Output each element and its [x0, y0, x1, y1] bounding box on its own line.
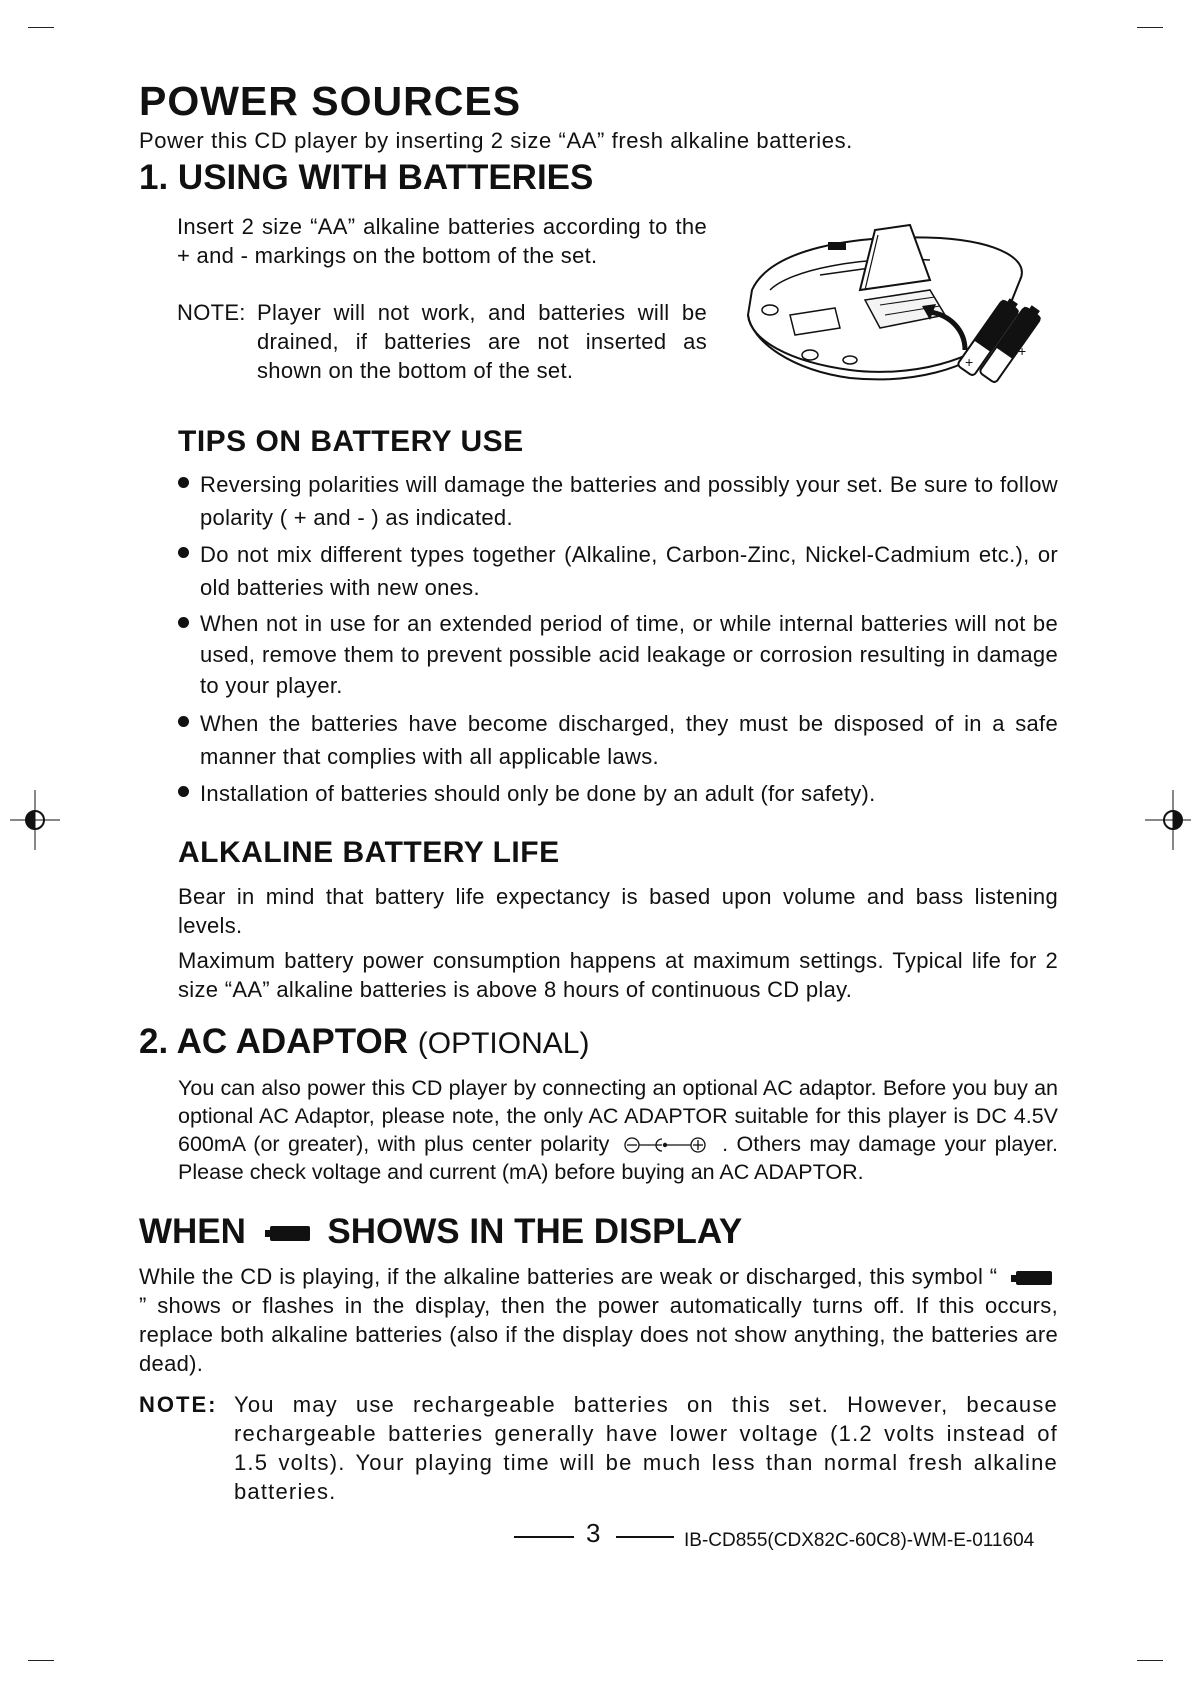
battery-plus-2: +: [1018, 343, 1027, 359]
ac-adaptor-optional: (OPTIONAL): [417, 1027, 590, 1060]
footer-rule-right: [616, 1536, 674, 1538]
ac-adaptor-text-a: You can also power this CD player by connecting an optional AC adaptor. Before you buy an optional AC Adaptor, please note, the only AC ADAPTOR suitable for this player is DC 4.5V 600mA (or greater), with plus center polarity: [178, 1076, 1058, 1156]
section-heading-batteries: 1. USING WITH BATTERIES: [139, 158, 594, 197]
ac-adaptor-heading-text: 2. AC ADAPTOR: [139, 1022, 409, 1061]
bullet-dot: [178, 477, 189, 488]
alkaline-heading: ALKALINE BATTERY LIFE: [178, 836, 560, 869]
section-heading-ac-adaptor: [139, 1022, 589, 1062]
tip-text: When not in use for an extended period of time, or while internal batteries will not be used, remove them to prevent possible acid leakage or corrosion resulting in damage to your player.: [200, 611, 1058, 698]
section-heading-display: [139, 1212, 742, 1252]
display-heading-a: WHEN: [139, 1212, 246, 1251]
tips-heading: TIPS ON BATTERY USE: [178, 425, 524, 458]
polarity-symbol-icon: [618, 1135, 714, 1155]
battery-plus-1: +: [965, 354, 974, 370]
registration-mark-right: [1145, 790, 1191, 850]
page-title: POWER SOURCES: [139, 78, 522, 124]
ac-adaptor-text-b: . Others may damage your player. Please check voltage and current (mA) before buying an AC ADAPTOR.: [178, 1132, 1058, 1184]
bullet-dot: [178, 617, 189, 628]
bullet-dot: [178, 547, 189, 558]
display-paragraph: [139, 1262, 1058, 1378]
battery-note-text: Player will not work, and batteries will be drained, if batteries are not inserted as shown on the bottom of the set.: [257, 300, 707, 383]
ac-adaptor-text: [178, 1074, 1058, 1186]
registration-mark-left: [10, 790, 60, 850]
tip-text: Installation of batteries should only be done by an adult (for safety).: [200, 781, 876, 806]
rechargeable-note-text: You may use rechargeable batteries on this set. However, because rechargeable batteries generally have lower voltage (1.2 volts instead of 1.5 volts). Your playing time will be much less than normal fresh alkaline batteries.: [234, 1392, 1058, 1504]
battery-insert-text: Insert 2 size “AA” alkaline batteries according to the + and - markings on the bottom of the set.: [177, 214, 707, 268]
battery-note-label: NOTE:: [177, 300, 246, 325]
alkaline-para-2: Maximum battery power consumption happens at maximum settings. Typical life for 2 size “AA” alkaline batteries is above 8 hours of continuous CD play.: [178, 948, 1058, 1002]
footer-rule-left: [514, 1536, 574, 1538]
display-heading-b: SHOWS IN THE DISPLAY: [327, 1212, 743, 1251]
tip-text: Reversing polarities will damage the batteries and possibly your set. Be sure to follow polarity ( + and - ) as indicated.: [200, 472, 1058, 530]
intro-text: Power this CD player by inserting 2 size “AA” fresh alkaline batteries.: [139, 128, 853, 153]
bullet-dot: [178, 786, 189, 797]
tip-text: When the batteries have become discharged, they must be disposed of in a safe manner that complies with all applicable laws.: [200, 711, 1058, 769]
display-text-open: While the CD is playing, if the alkaline batteries are weak or discharged, this symbol “: [139, 1264, 998, 1289]
low-battery-icon: [270, 1226, 310, 1241]
crop-mark-top-left: [28, 27, 54, 28]
crop-mark-bottom-right: [1137, 1660, 1163, 1661]
tip-text: Do not mix different types together (Alkaline, Carbon-Zinc, Nickel-Cadmium etc.), or old batteries with new ones.: [200, 542, 1058, 600]
crop-mark-top-right: [1137, 27, 1163, 28]
rechargeable-note-label: NOTE:: [139, 1392, 218, 1417]
bullet-dot: [178, 716, 189, 727]
battery-compartment-illustration: [740, 220, 1060, 400]
page-number: 3: [586, 1518, 601, 1548]
display-text-close: ” shows or flashes in the display, then the power automatically turns off. If this occurs, replace both alkaline batteries (also if the display does not show anything, the batteries are dead).: [139, 1293, 1058, 1376]
alkaline-para-1: Bear in mind that battery life expectancy is based upon volume and bass listening levels.: [178, 884, 1058, 938]
low-battery-inline-icon: [1016, 1271, 1052, 1285]
document-code: IB-CD855(CDX82C-60C8)-WM-E-011604: [684, 1530, 1035, 1551]
crop-mark-bottom-left: [28, 1660, 54, 1661]
